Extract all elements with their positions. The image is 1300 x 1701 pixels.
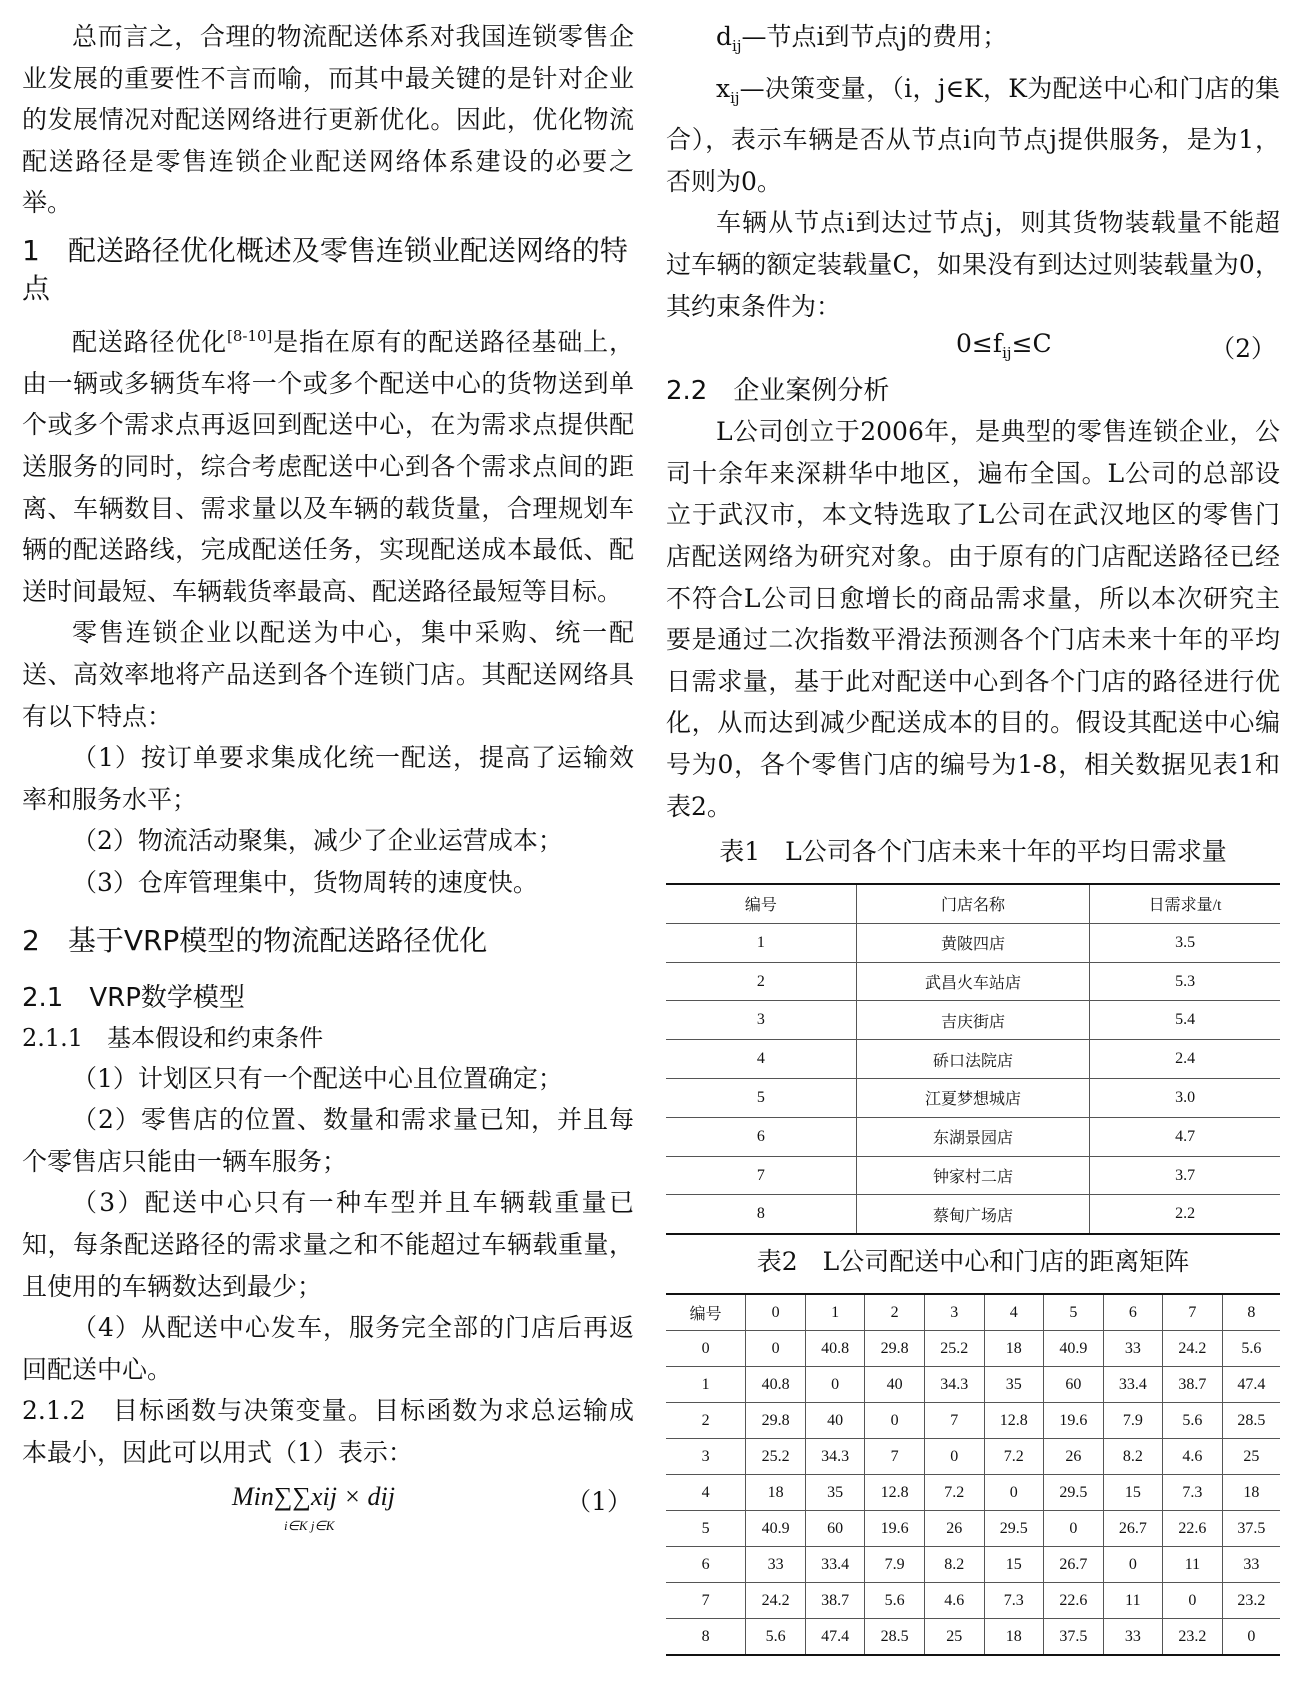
cost-definition — [666, 16, 1280, 68]
table-row — [666, 1439, 1280, 1475]
table-cell: 0 — [984, 1475, 1044, 1511]
table-cell: 5 — [666, 1511, 746, 1547]
assumption-3: （3）配送中心只有一种车型并且车辆载重量已知，每条配送路径的需求量之和不能超过车辆载重量，且使用的车辆数达到最少； — [22, 1188, 634, 1301]
table-cell: 钟家村二店 — [856, 1156, 1089, 1195]
table-cell: 3 — [666, 1001, 856, 1040]
table-cell: 3.7 — [1090, 1156, 1280, 1195]
table-cell: 7 — [924, 1403, 984, 1439]
decision-symbol-subscript: ij — [730, 88, 740, 107]
table-1-caption: 表1 L公司各个门店未来十年的平均日需求量 — [719, 837, 1227, 867]
distance-matrix-table — [666, 1293, 1280, 1656]
table-cell: 7.9 — [1103, 1403, 1163, 1439]
table-cell: 28.5 — [865, 1619, 925, 1656]
table-cell: 1 — [666, 1367, 746, 1403]
table-cell: 47.4 — [1222, 1367, 1280, 1403]
table-row — [666, 923, 1280, 962]
table-cell: 15 — [984, 1547, 1044, 1583]
table-cell: 0 — [1163, 1583, 1223, 1619]
table-cell: 0 — [924, 1439, 984, 1475]
table-cell: 33.4 — [1103, 1367, 1163, 1403]
route-optimization-term: 配送路径优化 — [72, 327, 227, 357]
table-header-cell: 5 — [1044, 1294, 1104, 1331]
table-cell: 5.6 — [865, 1583, 925, 1619]
table-cell: 8 — [666, 1619, 746, 1656]
table-cell: 34.3 — [805, 1439, 865, 1475]
table-row — [666, 1475, 1280, 1511]
table-cell: 4.6 — [1163, 1439, 1223, 1475]
table-row — [666, 1511, 1280, 1547]
table-cell: 33.4 — [805, 1547, 865, 1583]
table-cell: 34.3 — [924, 1367, 984, 1403]
table-cell: 2 — [666, 1403, 746, 1439]
table-row — [666, 1117, 1280, 1156]
table-cell: 26.7 — [1044, 1547, 1104, 1583]
table-cell: 40 — [805, 1403, 865, 1439]
table-cell: 8 — [666, 1195, 856, 1234]
table-cell: 5.6 — [1163, 1403, 1223, 1439]
table-cell: 0 — [1044, 1511, 1104, 1547]
citation-ref: [8-10] — [226, 326, 273, 345]
cost-definition-text: —节点i到节点j的费用； — [741, 22, 1008, 51]
table-header-cell: 0 — [746, 1294, 806, 1331]
table-cell: 37.5 — [1044, 1619, 1104, 1656]
table-cell: 38.7 — [805, 1583, 865, 1619]
table-cell: 硚口法院店 — [856, 1040, 1089, 1079]
table-cell: 24.2 — [746, 1583, 806, 1619]
table-cell: 5 — [666, 1079, 856, 1118]
section-1-heading: 1 配送路径优化概述及零售连锁业配送网络的特点 — [22, 233, 628, 305]
formula-2-left: 0≤f — [956, 329, 1003, 359]
feature-item-1: （1）按订单要求集成化统一配送，提高了运输效率和服务水平； — [22, 743, 634, 814]
table-cell: 33 — [1103, 1331, 1163, 1367]
table-cell: 29.5 — [1044, 1475, 1104, 1511]
table-cell: 40 — [865, 1367, 925, 1403]
table-cell: 60 — [805, 1511, 865, 1547]
table-cell: 22.6 — [1044, 1583, 1104, 1619]
formula-2 — [666, 327, 1280, 371]
table-header-cell: 编号 — [689, 1306, 722, 1324]
table-cell: 33 — [746, 1547, 806, 1583]
table-cell: 25.2 — [924, 1331, 984, 1367]
table-row — [666, 962, 1280, 1001]
table-header-cell: 2 — [865, 1294, 925, 1331]
table-cell: 11 — [1103, 1583, 1163, 1619]
table-cell: 0 — [1222, 1619, 1280, 1656]
section-2-1-1-heading: 2.1.1 基本假设和约束条件 — [22, 1023, 324, 1052]
assumption-1: （1）计划区只有一个配送中心且位置确定； — [72, 1063, 563, 1093]
table-cell: 5.6 — [746, 1619, 806, 1656]
table-cell: 18 — [1222, 1475, 1280, 1511]
cost-symbol-subscript: ij — [732, 37, 742, 55]
section-2-heading: 2 基于VRP模型的物流配送路径优化 — [22, 923, 488, 957]
table-cell: 29.8 — [746, 1403, 806, 1439]
table-cell: 8.2 — [1103, 1439, 1163, 1475]
formula-2-subscript: ij — [1002, 344, 1012, 363]
table-cell: 29.5 — [984, 1511, 1044, 1547]
table-cell: 18 — [984, 1619, 1044, 1656]
table-cell: 22.6 — [1163, 1511, 1223, 1547]
table-row — [666, 1001, 1280, 1040]
table-cell: 18 — [984, 1331, 1044, 1367]
table-row — [666, 1331, 1280, 1367]
table-cell: 5.6 — [1222, 1331, 1280, 1367]
table-header-cell: 8 — [1222, 1294, 1280, 1331]
table-cell: 12.8 — [984, 1403, 1044, 1439]
table-cell: 东湖景园店 — [856, 1117, 1089, 1156]
table-cell: 7.2 — [984, 1439, 1044, 1475]
table-cell: 7.9 — [865, 1547, 925, 1583]
table-header-cell: 门店名称 — [856, 884, 1089, 923]
table-row — [666, 1367, 1280, 1403]
table-header-cell: 日需求量/t — [1090, 884, 1280, 923]
formula-1-summation-index: i∈K j∈K — [284, 1517, 335, 1533]
table-cell: 26 — [924, 1511, 984, 1547]
formula-2-expression — [956, 329, 1052, 362]
table-header-cell: 1 — [805, 1294, 865, 1331]
table-row — [666, 1195, 1280, 1234]
table-header-row — [666, 1294, 1280, 1331]
table-cell: 8.2 — [924, 1547, 984, 1583]
table-row — [666, 1547, 1280, 1583]
table-cell: 2.2 — [1090, 1195, 1280, 1234]
table-cell: 23.2 — [1222, 1583, 1280, 1619]
table-cell: 5.3 — [1090, 962, 1280, 1001]
table-cell: 23.2 — [1163, 1619, 1223, 1656]
table-row — [666, 1619, 1280, 1656]
table-2-caption: 表2 L公司配送中心和门店的距离矩阵 — [756, 1247, 1190, 1277]
table-row — [666, 1156, 1280, 1195]
table-cell: 15 — [1103, 1475, 1163, 1511]
table-cell: 6 — [666, 1117, 856, 1156]
case-analysis-paragraph: L公司创立于2006年，是典型的零售连锁企业，公司十余年来深耕华中地区，遍布全国。L公司的总部设立于武汉市，本文特选取了L公司在武汉地区的零售门店配送网络为研究对象。由于原有的门店配送路径已经不符合L公司日愈增长的商品需求量，所以本次研究主要是通过二次指数平滑法预测各个门店未来十年的平均日需求量，基于此对配送中心到各个门店的路径进行优化，从而达到减少配送成本的目的。假设其配送中心编号为0，各个零售门店的编号为1-8，相关数据见表1和表2。 — [666, 417, 1280, 821]
table-cell: 0 — [805, 1367, 865, 1403]
table-row — [666, 1079, 1280, 1118]
table-cell: 33 — [1222, 1547, 1280, 1583]
table-cell: 4 — [666, 1475, 746, 1511]
table-cell: 3.5 — [1090, 923, 1280, 962]
table-row — [666, 1403, 1280, 1439]
formula-2-number: （2） — [1210, 334, 1276, 364]
table-cell: 蔡甸广场店 — [856, 1195, 1089, 1234]
table-cell: 0 — [746, 1331, 806, 1367]
section-2-1-heading: 2.1 VRP数学模型 — [22, 982, 245, 1013]
table-cell: 1 — [666, 923, 856, 962]
table-cell: 0 — [865, 1403, 925, 1439]
table-cell: 26 — [1044, 1439, 1104, 1475]
table-cell: 7.3 — [984, 1583, 1044, 1619]
table-cell: 2 — [666, 962, 856, 1001]
right-column — [666, 16, 1280, 1656]
table-cell: 60 — [1044, 1367, 1104, 1403]
table-cell: 武昌火车站店 — [856, 962, 1089, 1001]
table-cell: 7.3 — [1163, 1475, 1223, 1511]
table-cell: 0 — [666, 1331, 746, 1367]
table-header-cell: 3 — [924, 1294, 984, 1331]
table-cell: 35 — [984, 1367, 1044, 1403]
table-cell: 3.0 — [1090, 1079, 1280, 1118]
table-cell: 11 — [1163, 1547, 1223, 1583]
table-cell: 12.8 — [865, 1475, 925, 1511]
table-cell: 35 — [805, 1475, 865, 1511]
formula-1-number: （1） — [566, 1486, 632, 1516]
table-row — [666, 1040, 1280, 1079]
table-cell: 19.6 — [1044, 1403, 1104, 1439]
table-cell: 24.2 — [1163, 1331, 1223, 1367]
table-cell: 4.6 — [924, 1583, 984, 1619]
table-cell: 33 — [1103, 1619, 1163, 1656]
table-cell: 4.7 — [1090, 1117, 1280, 1156]
table-cell: 江夏梦想城店 — [856, 1079, 1089, 1118]
table-cell: 25 — [1222, 1439, 1280, 1475]
feature-item-2: （2）物流活动聚集，减少了企业运营成本； — [72, 826, 563, 856]
table-cell: 7 — [865, 1439, 925, 1475]
table-cell: 7.2 — [924, 1475, 984, 1511]
table-header-cell: 7 — [1163, 1294, 1223, 1331]
table-cell: 40.9 — [1044, 1331, 1104, 1367]
table-header-cell: 编号 — [744, 897, 777, 915]
demand-table — [666, 883, 1280, 1235]
table-cell: 2.4 — [1090, 1040, 1280, 1079]
route-optimization-text: 是指在原有的配送路径基础上，由一辆或多辆货车将一个或多个配送中心的货物送到单个或多个需求点再返回到配送中心，在为需求点提供配送服务的同时，综合考虑配送中心到各个需求点间的距离、车辆数目、需求量以及车辆的载货量，合理规划车辆的配送路线，完成配送任务，实现配送成本最低、配送时间最短、车辆载货率最高、配送路径最短等目标。 — [22, 327, 634, 606]
table-cell: 5.4 — [1090, 1001, 1280, 1040]
table-cell: 38.7 — [1163, 1367, 1223, 1403]
table-cell: 37.5 — [1222, 1511, 1280, 1547]
table-cell: 40.8 — [746, 1367, 806, 1403]
table-cell: 40.9 — [746, 1511, 806, 1547]
formula-2-right: ≤C — [1011, 329, 1052, 359]
table-header-row — [666, 884, 1280, 923]
table-cell: 吉庆街店 — [856, 1001, 1089, 1040]
table-cell: 40.8 — [805, 1331, 865, 1367]
table-cell: 18 — [746, 1475, 806, 1511]
table-header-cell: 6 — [1103, 1294, 1163, 1331]
table-cell: 29.8 — [865, 1331, 925, 1367]
table-cell: 25.2 — [746, 1439, 806, 1475]
table-cell: 黄陂四店 — [856, 923, 1089, 962]
formula-1 — [22, 1474, 634, 1538]
retail-chain-paragraph: 零售连锁企业以配送为中心，集中采购、统一配送、高效率地将产品送到各个连锁门店。其配送网络具有以下特点： — [22, 618, 634, 731]
formula-1-expression: Min∑∑xij × dij — [232, 1481, 395, 1511]
table-cell: 26.7 — [1103, 1511, 1163, 1547]
table-cell: 6 — [666, 1547, 746, 1583]
assumption-2: （2）零售店的位置、数量和需求量已知，并且每个零售店只能由一辆车服务； — [22, 1105, 634, 1176]
vehicle-constraint-paragraph: 车辆从节点i到达过节点j，则其货物装载量不能超过车辆的额定装载量C，如果没有到达过则装载量为0，其约束条件为： — [666, 208, 1280, 321]
assumption-4: （4）从配送中心发车，服务完全部的门店后再返回配送中心。 — [22, 1313, 634, 1384]
table-cell: 7 — [666, 1583, 746, 1619]
table-cell: 28.5 — [1222, 1403, 1280, 1439]
table-cell: 0 — [1103, 1547, 1163, 1583]
table-cell: 7 — [666, 1156, 856, 1195]
table-cell: 25 — [924, 1619, 984, 1656]
table-cell: 19.6 — [865, 1511, 925, 1547]
section-2-2-heading: 2.2 企业案例分析 — [666, 376, 890, 407]
decision-symbol: x — [716, 73, 731, 103]
table-cell: 4 — [666, 1040, 856, 1079]
objective-function-paragraph: 2.1.2 目标函数与决策变量。目标函数为求总运输成本最小，因此可以用式（1）表示： — [22, 1396, 634, 1467]
table-row — [666, 1583, 1280, 1619]
intro-paragraph: 总而言之，合理的物流配送体系对我国连锁零售企业发展的重要性不言而喻，而其中最关键的是针对企业的发展情况对配送网络进行更新优化。因此，优化物流配送路径是零售连锁企业配送网络体系建设的必要之举。 — [22, 22, 634, 218]
cost-symbol: d — [716, 22, 733, 51]
route-optimization-paragraph — [22, 316, 634, 612]
decision-variable-definition — [666, 68, 1280, 203]
table-header-cell: 4 — [984, 1294, 1044, 1331]
table-cell: 3 — [666, 1439, 746, 1475]
decision-definition-text: —决策变量，（i，j∈K，K为配送中心和门店的集合），表示车辆是否从节点i向节点j提供服务，是为1，否则为0。 — [666, 73, 1280, 196]
left-column — [22, 16, 634, 1538]
table-cell: 47.4 — [805, 1619, 865, 1656]
feature-item-3: （3）仓库管理集中，货物周转的速度快。 — [72, 868, 538, 898]
